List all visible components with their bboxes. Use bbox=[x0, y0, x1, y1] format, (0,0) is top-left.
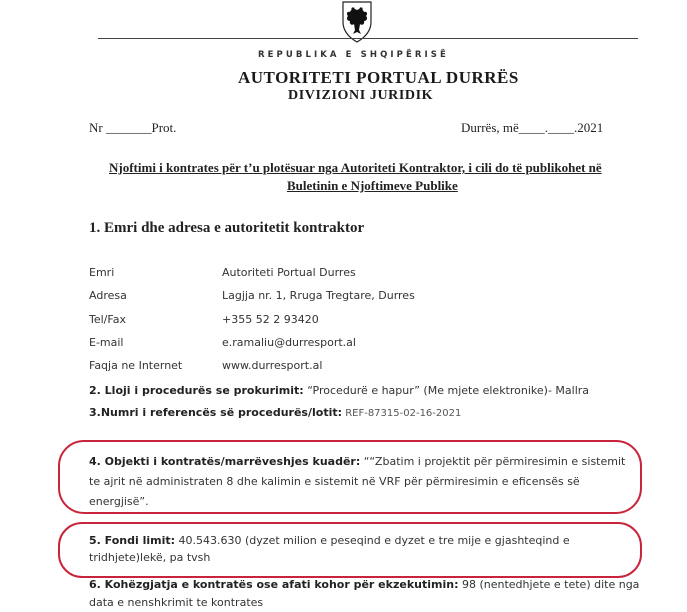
republic-title: REPUBLIKA E SHQIPËRISË bbox=[258, 50, 449, 60]
highlight-oval-item4 bbox=[58, 440, 642, 514]
row-value-website: www.durresport.al bbox=[222, 359, 323, 372]
division-title: DIVIZIONI JURIDIK bbox=[288, 88, 434, 103]
row-label-address: Adresa bbox=[89, 289, 127, 302]
row-label-telfax: Tel/Fax bbox=[89, 313, 126, 326]
notice-heading-line2: Buletinin e Njoftimeve Publike bbox=[287, 178, 458, 193]
item4-contract-object: 4. Objekti i kontratës/marrëveshjes kuadër: ““Zbatim i projektit për përmiresimin e sistemit te ajrit në administraten 8 dhe kalimin e sistemit në VRF për përmiresimin e eficensës së energjisë”. bbox=[89, 455, 626, 508]
item2-procedure-type: 2. Lloji i procedurës se prokurimit: “Procedurë e hapur” (Me mjete elektronike)- Mallra bbox=[89, 384, 590, 397]
highlight-oval-item5 bbox=[58, 522, 642, 578]
item3-reference-number: 3.Numri i referencës së procedurës/lotit: REF-87315-02-16-2021 bbox=[89, 406, 462, 419]
notice-heading-line1: Njoftimi i kontrates për t’u plotësuar nga Autoriteti Kontraktor, i cili do të publikohet në bbox=[109, 160, 602, 175]
row-value-telfax: +355 52 2 93420 bbox=[222, 313, 319, 326]
row-label-name: Emri bbox=[89, 266, 115, 279]
document-date: Durrës, më____.____.2021 bbox=[461, 120, 604, 135]
protocol-number: Nr _______Prot. bbox=[89, 120, 177, 135]
item6-contract-duration: 6. Kohëzgjatja e kontratës ose afati kohor për ekzekutimin: 98 (nentedhjete e tete) dite nga data e nenshkrimit te kontrates bbox=[89, 578, 640, 609]
row-label-website: Faqja ne Internet bbox=[89, 359, 183, 372]
row-value-name: Autoriteti Portual Durres bbox=[222, 266, 356, 279]
item5-fund-limit: 5. Fondi limit: 40.543.630 (dyzet milion e peseqind e dyzet e tre mije e gjashteqind e tridhjete)lekë, pa tvsh bbox=[89, 534, 570, 564]
row-label-email: E-mail bbox=[89, 336, 124, 349]
authority-title: AUTORITETI PORTUAL DURRËS bbox=[238, 68, 519, 87]
header-rule bbox=[98, 38, 638, 39]
row-value-address: Lagjja nr. 1, Rruga Tregtare, Durres bbox=[222, 289, 415, 302]
section1-title: 1. Emri dhe adresa e autoritetit kontraktor bbox=[89, 220, 365, 236]
row-value-email: e.ramaliu@durresport.al bbox=[222, 336, 356, 349]
